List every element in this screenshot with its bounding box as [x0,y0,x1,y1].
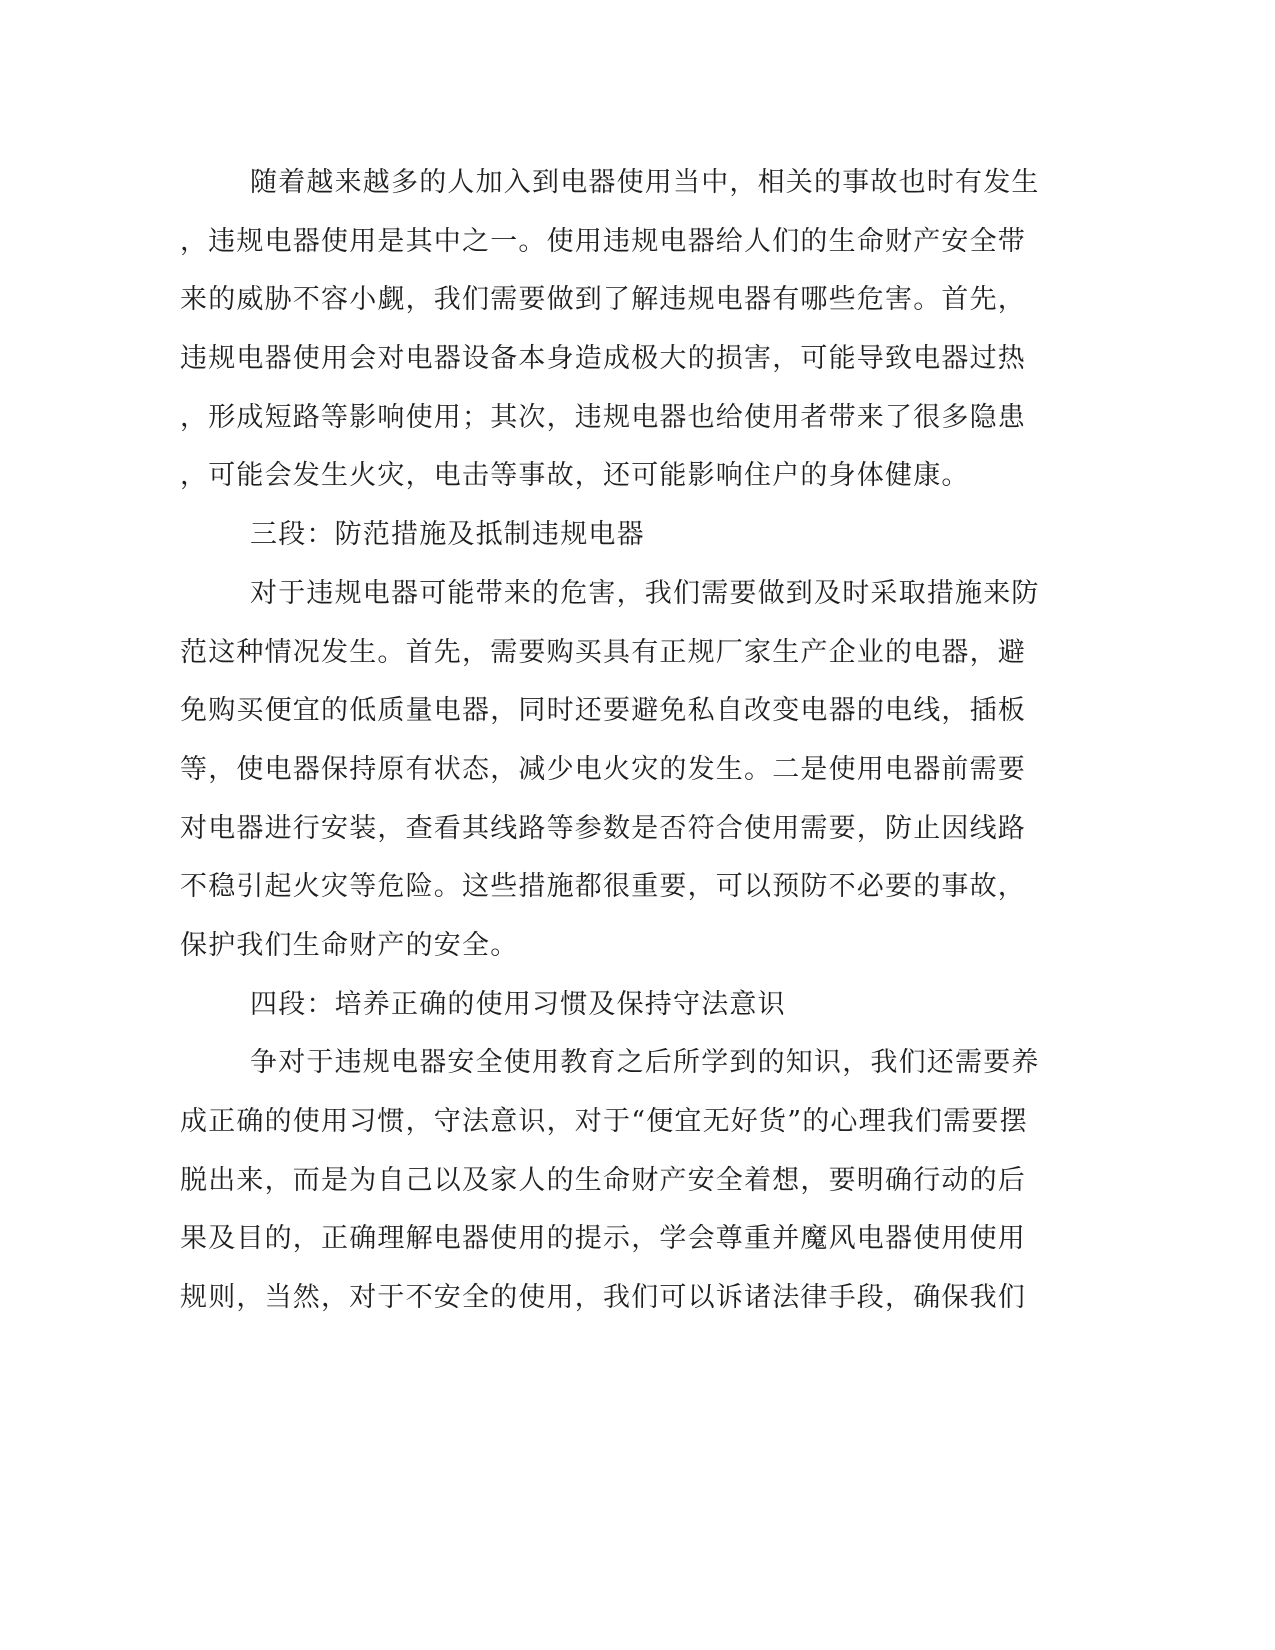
paragraph-line: 成正确的使用习惯，守法意识，对于“便宜无好货”的心理我们需要摆 [180,1106,1028,1137]
paragraph-line: 随着越来越多的人加入到电器使用当中，相关的事故也时有发生 [250,167,1040,198]
paragraph-2 [180,565,1140,976]
paragraph-line: ，可能会发生火灾，电击等事故，还可能影响住户的身体健康。 [180,460,970,492]
paragraph-line: 保护我们生命财产的安全。 [180,929,519,961]
paragraph-line: 不稳引起火灾等危险。这些措施都很重要，可以预防不必要的事故， [180,871,1026,903]
paragraph-line: 对于违规电器可能带来的危害，我们需要做到及时采取措施来防 [250,577,1040,609]
paragraph-line: 违规电器使用会对电器设备本身造成极大的损害，可能导致电器过热 [180,343,1026,375]
paragraph-line: 果及目的，正确理解电器使用的提示，学会尊重并魔风电器使用使用 [180,1223,1026,1255]
paragraph-line: ，违规电器使用是其中之一。使用违规电器给人们的生命财产安全带 [180,225,1026,257]
paragraph-line: 对电器进行安装，查看其线路等参数是否符合使用需要，防止因线路 [180,812,1026,844]
paragraph-line: 范这种情况发生。首先，需要购买具有正规厂家生产企业的电器，避 [180,636,1026,668]
section-heading-3: 三段：防范措施及抵制违规电器 [250,519,645,551]
paragraph-1 [180,154,1140,506]
paragraph-line: 等，使电器保持原有状态，减少电火灾的发生。二是使用电器前需要 [180,753,1026,785]
paragraph-line: 规则，当然，对于不安全的使用，我们可以诉诸法律手段，确保我们 [180,1282,1026,1314]
paragraph-line: 免购买便宜的低质量电器，同时还要避免私自改变电器的电线，插板 [180,695,1026,727]
paragraph-line: ，形成短路等影响使用；其次，违规电器也给使用者带来了很多隐患 [180,401,1026,433]
paragraph-line: 来的威胁不容小觑，我们需要做到了解违规电器有哪些危害。首先， [180,284,1026,316]
paragraph-line: 争对于违规电器安全使用教育之后所学到的知识，我们还需要养 [250,1047,1040,1079]
section-heading-4: 四段：培养正确的使用习惯及保持守法意识 [250,988,786,1020]
paragraph-3 [180,1034,1140,1327]
document-body [180,154,1140,1328]
paragraph-line: 脱出来，而是为自己以及家人的生命财产安全着想，要明确行动的后 [180,1164,1026,1196]
